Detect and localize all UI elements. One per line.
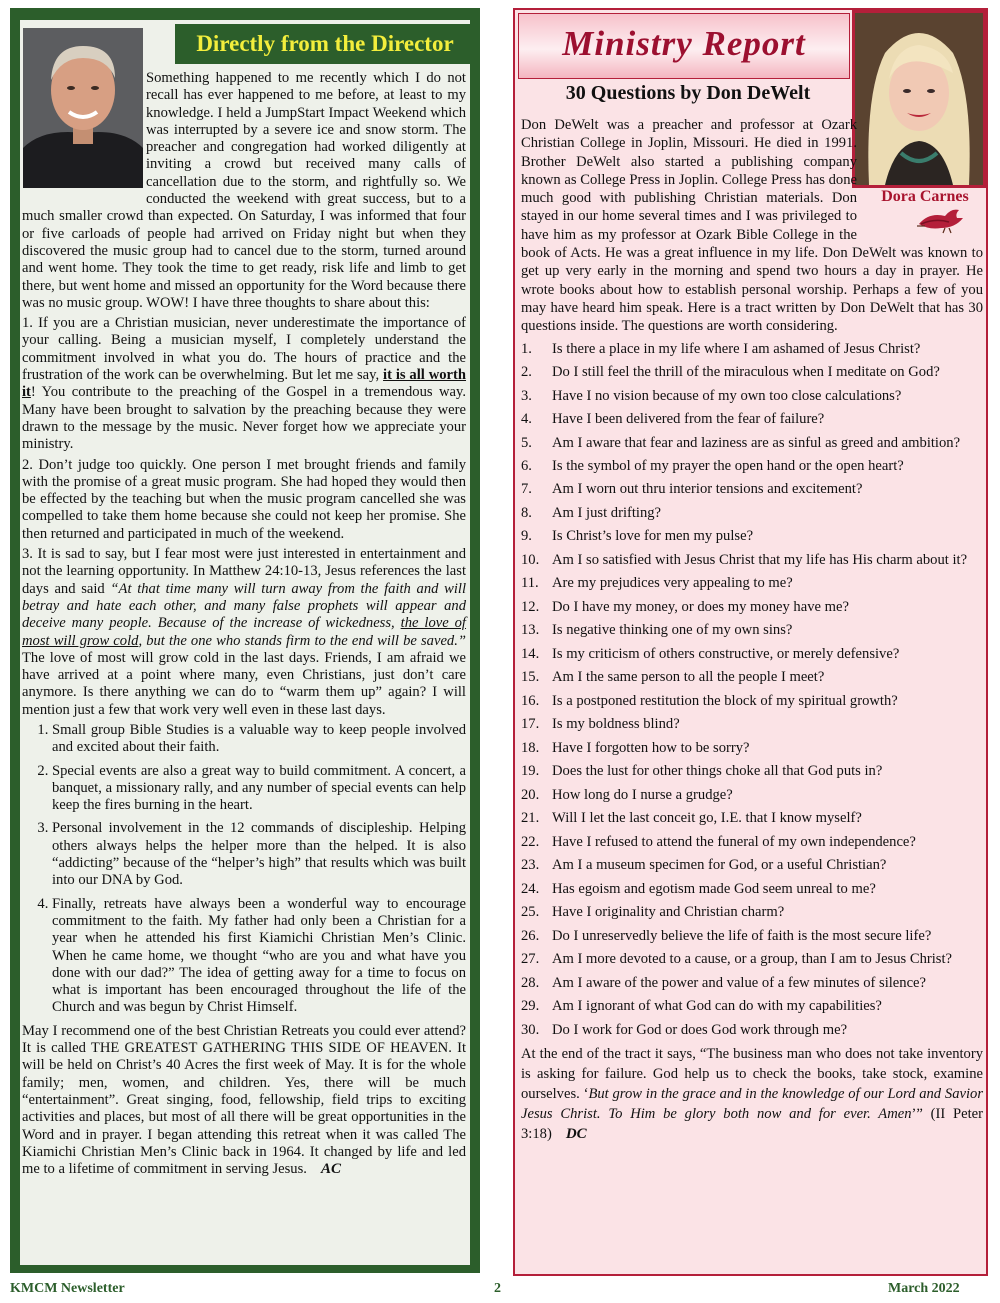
director-point-2: 2. Don’t judge too quickly. One person I met brought friends and family with the promise of a great music program. She had hoped they would then be effected by the teaching but when the music program cancelled she was compelled to take them home because she could not keep her promise. She then returned and participated in much of the weekend.	[22, 456, 466, 542]
question-item: 12. Do I have my money, or does my money have me?	[521, 598, 849, 615]
question-item: 29. Am I ignorant of what God can do with my capabilities?	[521, 998, 882, 1015]
list-item: 2. Special events are also a great way to build commitment. A concert, a banquet, a missionary rally, and any number of special events can help keep the fires burning in the heart.	[52, 763, 466, 815]
question-item: 25. Have I originality and Christian charm?	[521, 904, 785, 921]
ministry-intro: Don DeWelt was a preacher and professor at Ozark Christian College in Joplin, Missouri. He died in 1991. Brother DeWelt also started a publishing company known as College Press in Joplin. College Press has done much good with publishing Christian materials. Don stayed in our home several times and I was privileged to have him as my professor at Ozark Bible College in the book of Acts. He was a great influence in my life. Don DeWelt was known to get up very early in the morning and spend two hours a day in prayer. He wrote books about how to establish personal worship. Perhaps a few of you may have heard him speak. Here is a tract written by Don DeWelt that has 30 questions inside. The questions are worth considering.	[521, 117, 983, 335]
director-title: Directly from the Director	[175, 24, 475, 64]
scripture-quote: But grow in the grace and in the knowledge of our Lord and Savior Jesus Christ. To Him be glory both now and for ever. Amen	[521, 1086, 983, 1123]
list-item: 1. Small group Bible Studies is a valuable way to keep people involved and excited about their faith.	[52, 722, 466, 757]
question-item: 22. Have I refused to attend the funeral of my own independence?	[521, 833, 916, 850]
question-item: 1. Is there a place in my life where I am ashamed of Jesus Christ?	[521, 340, 921, 357]
photo-caption: Dora Carnes	[881, 188, 969, 205]
questions-heading: 30 Questions by Don DeWelt	[565, 82, 811, 104]
footer-newsletter-name: KMCM Newsletter	[10, 1281, 125, 1296]
ministry-report-text	[521, 116, 983, 1144]
scripture-quote: “At that time many will turn away from the faith and will betray and hate each other, and many false prophets will appear and deceive many people. Because of the increase of wickedness, the love of most will grow cold, but the one who stands firm to the end will be saved.”	[22, 580, 467, 649]
question-item: 28. Am I aware of the power and value of a few minutes of silence?	[521, 974, 927, 991]
question-item: 4. Have I been delivered from the fear of failure?	[521, 411, 825, 428]
question-item: 14. Is my criticism of others constructive, or merely defensive?	[521, 645, 900, 662]
question-item: 21. Will I let the last conceit go, I.E. that I know myself?	[521, 810, 862, 827]
question-item: 2. Do I still feel the thrill of the miraculous when I meditate on God?	[521, 364, 940, 381]
director-text	[22, 70, 466, 1181]
director-list	[22, 722, 466, 1017]
question-item: 19. Does the lust for other things choke all that God puts in?	[521, 763, 883, 780]
question-item: 10. Am I so satisfied with Jesus Christ that my life has His charm about it?	[521, 551, 968, 568]
ministry-closing: At the end of the tract it says, “The business man who does not take inventory is asking for failure. God help us to check the books, take stock, examine ourselves. ‘But grow in the grace and in the knowledge of our Lord and Savior Jesus Christ. To Him be glory both now and for ever. Amen’” (II Peter 3:18) DC	[521, 1046, 983, 1143]
question-item: 6. Is the symbol of my prayer the open hand or the open heart?	[521, 457, 904, 474]
question-item: 11. Are my prejudices very appealing to me?	[521, 575, 793, 592]
question-item: 20. How long do I nurse a grudge?	[521, 786, 733, 803]
question-item: 16. Is a postponed restitution the block of my spiritual growth?	[521, 692, 898, 709]
director-article-body	[20, 20, 470, 1265]
question-item: 30. Do I work for God or does God work through me?	[521, 1021, 848, 1038]
director-point-3: 3. It is sad to say, but I fear most were just interested in entertainment and not the learning opportunity. In Matthew 24:10-13, Jesus references the last days and said “At that time many will turn away from the faith and will betray and hate each other, and many false prophets will appear and deceive many people. Because of the increase of wickedness, the love of most will grow cold, but the one who stands firm to the end will be saved.” The love of most will grow cold in the last days. Friends, I am afraid we have arrived at a point where many, even Christians, just don’t care anymore. Is there anything we can do to “warm them up” again? I will mention just a few that work very well even in these last days.	[22, 546, 467, 718]
director-point-1: 1. If you are a Christian musician, never underestimate the importance of your calling. Being a musician myself, I completely understand the commitment involved in what you do. The hours of practice and the frustration of the work can be overwhelming. But let me say, it is all worth it! You contribute to the preaching of the Gospel in a tremendous way. Many have been brought to salvation by the preaching because they were drawn to the message by the music. Never forget how we appreciate your ministry.	[22, 315, 467, 453]
list-item: 3. Personal involvement in the 12 commands of discipleship. Helping others always helps the helper more than the helped. It is also “addicting” because of the “helper’s high” that results which was built into our DNA by God.	[52, 820, 466, 889]
question-item: 3. Have I no vision because of my own too close calculations?	[521, 387, 902, 404]
question-item: 18. Have I forgotten how to be sorry?	[521, 739, 750, 756]
questions-list	[521, 340, 983, 1039]
ministry-report-title: Ministry Report	[562, 24, 806, 63]
footer-date: March 2022	[888, 1281, 960, 1296]
question-item: 27. Am I more devoted to a cause, or a group, than I am to Jesus Christ?	[521, 951, 953, 968]
director-intro: Something happened to me recently which I do not recall has ever happened to me before, at least to my knowledge. I held a JumpStart Impact Weekend which was interrupted by a severe ice and snow storm. The preacher and congregation had worked diligently at inviting a crowd but received many calls of cancellation due to the storm, and rightfully so. We conducted the weekend with great success, but to a much smaller crowd than expected. On Saturday, I was informed that four or five carloads of people had arrived on Friday night but when they discovered the music group had to cancel due to the storm, turned around and went home. They took the time to get ready, risk life and limb to get there, but went home and missed an opportunity for the Word because there was no music group. WOW! I have three thoughts to share about this:	[22, 70, 466, 311]
question-item: 15. Am I the same person to all the people I meet?	[521, 669, 825, 686]
question-item: 8. Am I just drifting?	[521, 504, 662, 521]
question-item: 13. Is negative thinking one of my own sins?	[521, 622, 793, 639]
question-item: 17. Is my boldness blind?	[521, 716, 680, 733]
ministry-report-article	[513, 8, 988, 1276]
question-item: 23. Am I a museum specimen for God, or a useful Christian?	[521, 857, 887, 874]
question-item: 24. Has egoism and egotism made God seem unreal to me?	[521, 880, 876, 897]
footer-page-number: 2	[494, 1281, 501, 1296]
list-item: 4. Finally, retreats have always been a wonderful way to encourage commitment to the faith. My father had only been a Christian for a year when he attended his first Kiamichi Christian Men’s Clinic. When he came home, we thought “who are you and what have you done with our dad?” The idea of getting away for a time to focus on what is important has been encouraged throughout the life of the Church and was begun by Christ Himself.	[52, 896, 466, 1017]
question-item: 7. Am I worn out thru interior tensions and excitement?	[521, 481, 863, 498]
director-closing: May I recommend one of the best Christian Retreats you could ever attend? It is called THE GREATEST GATHERING THIS SIDE OF HEAVEN. It will be held on Christ’s 40 Acres the first week of May. It is for the whole family; men, women, and children. Yes, there will be much “entertainment”. Great singing, food, fellowship, field trips to exciting activities and places, but most of all there will be great opportunities in the Word and in prayer. I began attending this retreat when it was called The Kiamichi Christian Men’s Clinic back in 1964. It changed by life and led me to a lifetime of commitment in serving Jesus. AC	[22, 1022, 466, 1178]
question-item: 5. Am I aware that fear and laziness are as sinful as greed and ambition?	[521, 434, 961, 451]
director-signature: AC	[320, 1161, 341, 1178]
ministry-signature: DC	[565, 1126, 587, 1143]
ministry-report-banner	[518, 13, 850, 79]
question-item: 26. Do I unreservedly believe the life of faith is the most secure life?	[521, 927, 932, 944]
emphasis-text: it is all worth it	[22, 367, 467, 401]
question-item: 9. Is Christ’s love for men my pulse?	[521, 528, 754, 545]
director-article	[10, 8, 480, 1273]
